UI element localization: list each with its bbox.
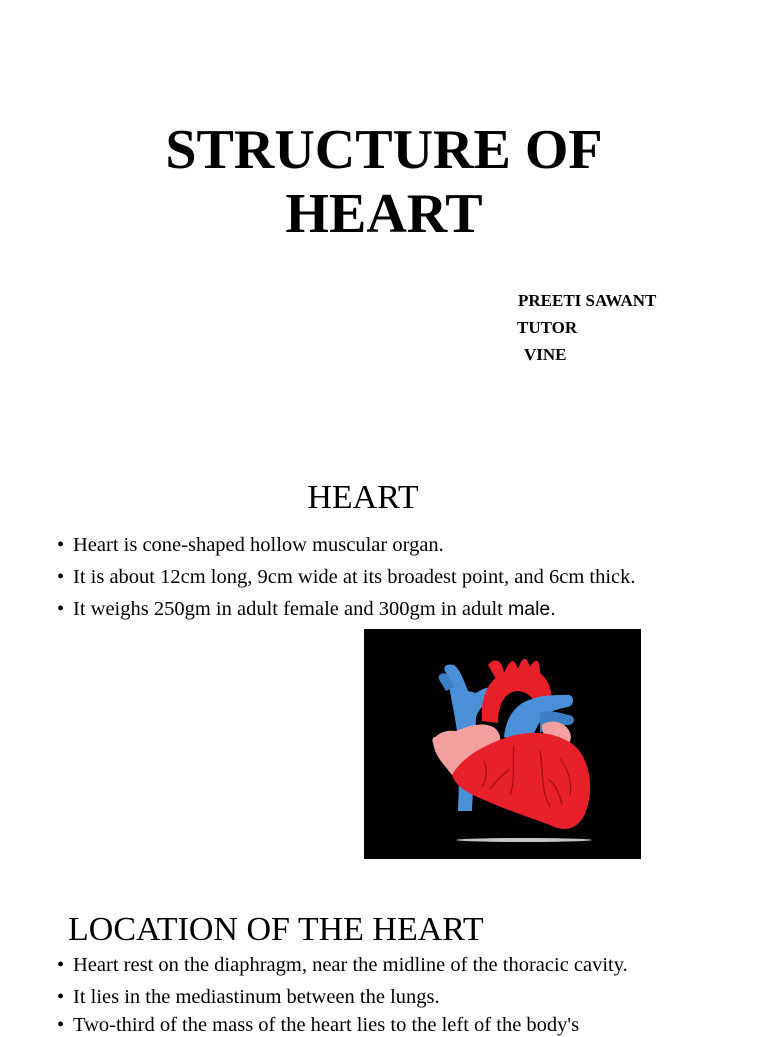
bullet-marker: • xyxy=(57,1014,65,1036)
bullet-marker: • xyxy=(57,534,65,556)
title-line-2: HEART xyxy=(285,183,483,245)
bullet-text: Heart rest on the diaphragm, near the midline of the thoracic cavity. xyxy=(73,954,628,976)
list-item xyxy=(57,985,440,1009)
title-line-1: STRUCTURE OF xyxy=(165,119,603,181)
page-title xyxy=(0,118,768,246)
bullet-text: It weighs 250gm in adult female and 300gm in adult xyxy=(73,598,503,620)
bullet-text: Two-third of the mass of the heart lies to the left of the body's xyxy=(73,1014,580,1036)
bullet-text-tail: male. xyxy=(507,598,556,620)
bullet-text: It lies in the mediastinum between the lungs. xyxy=(73,986,440,1008)
author-name: PREETI SAWANT xyxy=(518,291,657,310)
heart-anatomy-icon xyxy=(364,629,641,859)
section-heading-location: LOCATION OF THE HEART xyxy=(68,911,484,948)
list-item xyxy=(57,597,556,621)
bullet-marker: • xyxy=(57,566,65,588)
list-item xyxy=(57,953,628,977)
heart-image xyxy=(364,629,641,859)
bullet-marker: • xyxy=(57,986,65,1008)
bullet-text: It is about 12cm long, 9cm wide at its broadest point, and 6cm thick. xyxy=(73,566,636,588)
author-role: TUTOR xyxy=(517,318,578,337)
author-org: VINE xyxy=(524,345,567,364)
bullet-text: Heart is cone-shaped hollow muscular organ. xyxy=(73,534,444,556)
list-item xyxy=(57,1013,580,1036)
bullet-marker: • xyxy=(57,598,65,620)
list-item xyxy=(57,565,636,589)
list-item xyxy=(57,533,444,557)
section-heading-heart: HEART xyxy=(307,479,419,516)
bullet-marker: • xyxy=(57,954,65,976)
